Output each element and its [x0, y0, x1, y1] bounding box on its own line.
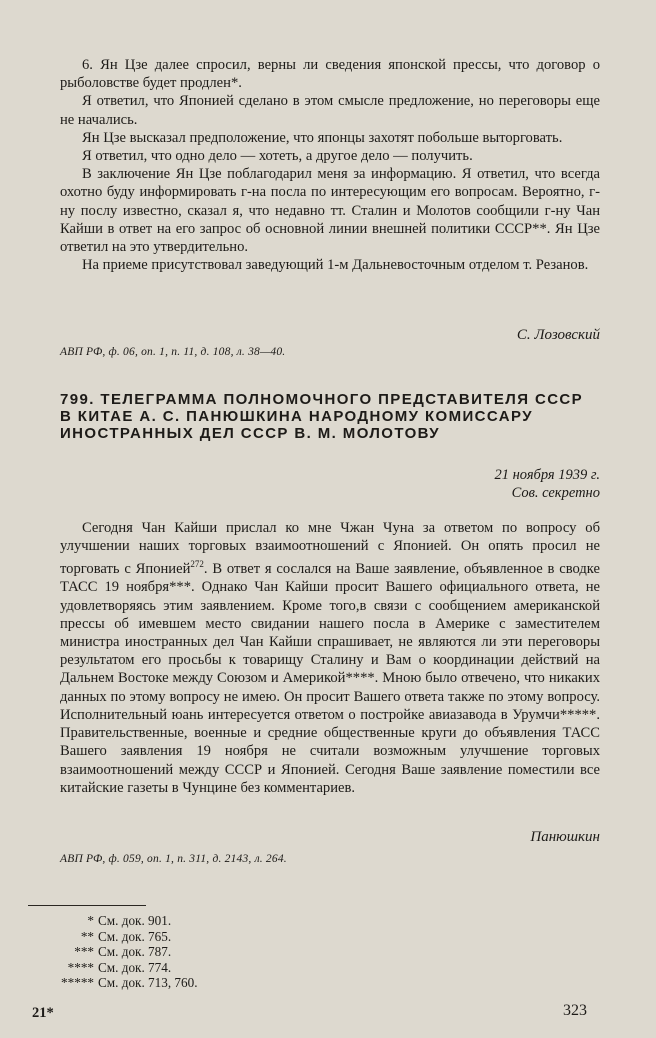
footnote: * См. док. 901.: [87, 913, 172, 928]
paragraph: В заключение Ян Цзе поблагодарил меня за информацию. Я ответил, что всегда охотно буду информировать г-на посла по интересующим его вопросам. Вероятно, г-ну послу известно, сказал я, что недавно тт. Сталин и Молотов сообщили г-ну Чан Кайши в ответ на его запрос об основной линии внешней политики СССР**. Ян Цзе ответил на это утвердительно.: [60, 166, 600, 256]
archive-reference: АВП РФ, ф. 059, оп. 1, п. 311, д. 2143, л. 264.: [60, 853, 287, 865]
note-reference: 272: [190, 559, 204, 570]
archive-reference: АВП РФ, ф. 06, оп. 1, п. 11, д. 108, л. 38—40.: [60, 346, 286, 358]
footnote: ** См. док. 765.: [80, 928, 172, 944]
printer-signature-mark: 21*: [32, 1005, 54, 1021]
paragraph: 6. Ян Цзе далее спросил, верны ли сведения японской прессы, что договор о рыболовстве будет продлен*.: [60, 57, 600, 92]
footnote-divider: [28, 905, 146, 906]
footnote: *** См. док. 787.: [74, 944, 172, 960]
footnote: ***** См. док. 713, 760.: [61, 975, 198, 991]
document-body: [60, 519, 600, 797]
document-dateline: [60, 466, 600, 502]
document-date: 21 ноября 1939 г.: [494, 467, 600, 483]
previous-signature-block: [60, 327, 600, 344]
footnote: **** См. док. 774.: [67, 959, 172, 975]
paragraph: Ян Цзе высказал предположение, что японцы захотят побольше выторговать.: [82, 129, 563, 146]
document-signature-block: [60, 829, 600, 846]
signature: Панюшкин: [530, 829, 600, 845]
document-heading: [60, 391, 600, 442]
body-paragraph: Сегодня Чан Кайши прислал ко мне Чжан Чуна за ответом по вопросу об улучшении наших торговых взаимоотношений с Японией. Он опять просил не торговать с Японией$^{272}$. В ответ я сослался на Ваше заявление, объявленное в сводке ТАСС 19 ноября***. Однако Чан Кайши просит Вашего официального ответа, не удовлетворяясь этим заявлением. Кроме того,в связи с сообщением американской прессы об имевшем место свидании нашего посла в Америке с заместителем министра иностранных дел Чан Кайши спрашивает, не являются ли эти переговоры результатом его просьбы к товарищу Сталину и Вам о координации действий на Дальнем Востоке между Союзом и Америкой****. Мною было отвечено, что никаких данных по этому вопросу не имею. Он просит Вашего ответа также по этому вопросу. Исполнительный юань интересуется ответом о постройке авиазавода в Урумчи*****. Правительственные, военные и средние общественные круги до объявления ТАСС Вашего заявления 19 ноября не считали возможным улучшение торговых взаимоотношений между СССР и Японией. Сегодня Ваше заявление поместили все китайские газеты в Чунцине без комментариев.: [60, 520, 600, 796]
document-title: [60, 391, 600, 442]
previous-document-text: [60, 56, 600, 274]
paragraph: Я ответил, что одно дело — хотеть, а другое дело — получить.: [82, 148, 473, 165]
document-number: 799.: [60, 391, 95, 408]
footnotes: [28, 913, 248, 991]
previous-archive-ref-block: [60, 346, 600, 358]
page-number: 323: [563, 1002, 587, 1019]
document-classification: Сов. секретно: [511, 485, 600, 501]
signature: С. Лозовский: [516, 327, 600, 343]
paragraph: Я ответил, что Японией сделано в этом смысле предложение, но переговоры еще не начались.: [60, 93, 600, 128]
document-title-text: ТЕЛЕГРАММА ПОЛНОМОЧНОГО ПРЕДСТАВИТЕЛЯ СССР В КИТАЕ А. С. ПАНЮШКИНА НАРОДНОМУ КОМИССАРУ ИНОСТРАННЫХ ДЕЛ СССР В. М. МОЛОТОВУ: [60, 391, 584, 442]
paragraph: На приеме присутствовал заведующий 1-м Дальневосточным отделом т. Резанов.: [82, 257, 589, 274]
document-archive-ref-block: [60, 853, 600, 865]
